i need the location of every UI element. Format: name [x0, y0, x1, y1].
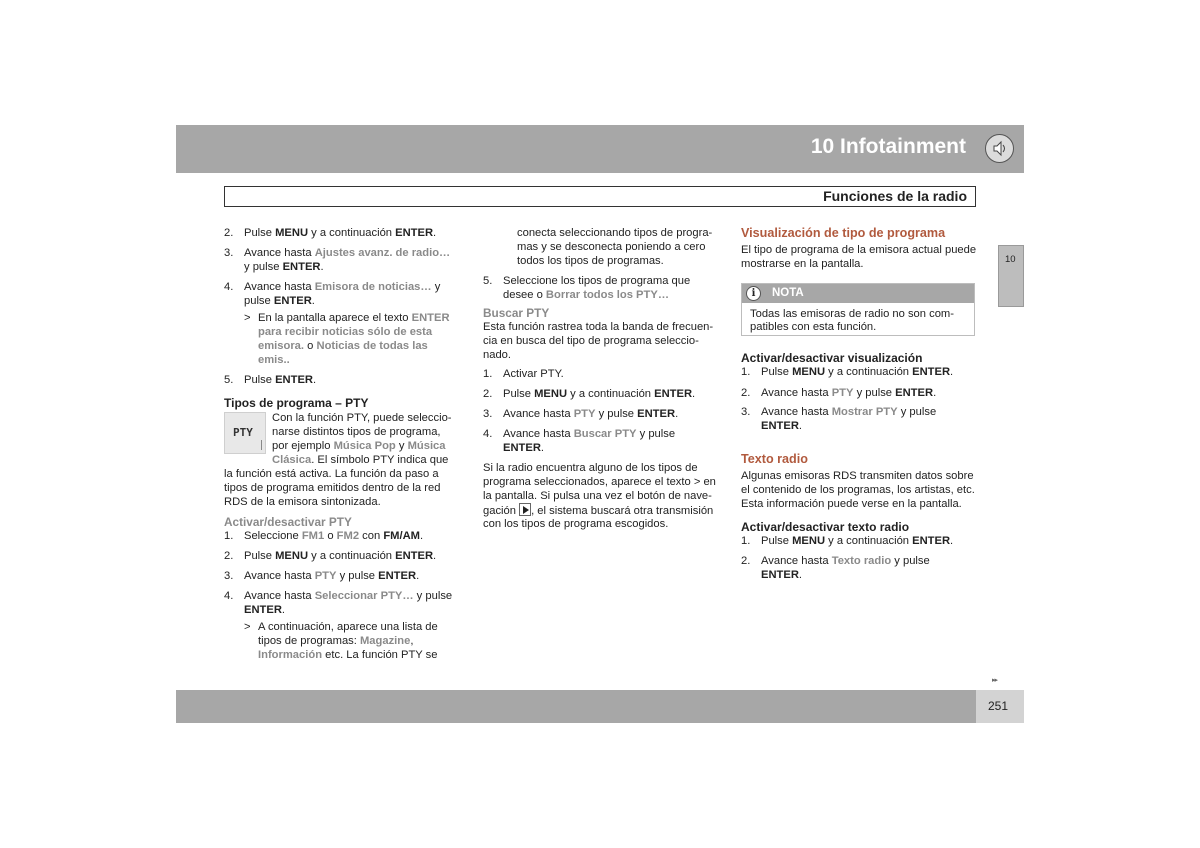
key-label: MENU — [792, 535, 826, 547]
list-item-continued — [244, 603, 285, 617]
text: . — [692, 388, 696, 400]
text: . — [798, 420, 803, 432]
text: Pulse — [503, 388, 535, 400]
list-item — [224, 226, 437, 240]
paragraph-line: Esta función rastrea toda la banda de frecuen- — [483, 321, 714, 333]
list-number: 2. — [224, 550, 234, 562]
list-number: 1. — [741, 535, 751, 547]
display-text: emisora. — [258, 340, 305, 352]
text: y pulse — [636, 428, 676, 440]
text: . — [311, 295, 315, 307]
paragraph-line — [272, 439, 446, 453]
text: . — [675, 408, 679, 420]
paragraph-line — [483, 503, 713, 518]
menu-option: Emisora de noticias… — [314, 281, 432, 293]
text: y pulse — [853, 387, 896, 399]
text: . — [950, 366, 954, 378]
display-text: emis.. — [258, 354, 290, 366]
list-item-continued — [503, 441, 544, 455]
text: y pulse — [897, 406, 937, 418]
subheading-buscar-pty: Buscar PTY — [483, 306, 550, 320]
text: o — [324, 530, 337, 542]
text: y pulse — [413, 590, 453, 602]
text: y pulse — [891, 555, 930, 567]
text: . — [798, 569, 803, 581]
list-item — [483, 407, 679, 421]
text: Avance hasta — [761, 387, 832, 399]
display-text: Noticias de todas las — [316, 340, 428, 352]
key-label: ENTER — [637, 408, 676, 420]
key-label: MENU — [275, 227, 309, 239]
list-number: 3. — [224, 570, 234, 582]
key-label: ENTER — [275, 374, 314, 386]
paragraph-line: programa seleccionados, aparece el texto > en — [483, 476, 716, 488]
result-marker: > — [244, 621, 251, 633]
text: o — [304, 340, 317, 352]
paragraph-line: mas y se desconecta poniendo a cero — [517, 241, 706, 253]
menu-option: Ajustes avanz. de radio… — [314, 247, 451, 259]
list-item — [224, 280, 441, 294]
heading-texto-radio: Texto radio — [741, 452, 808, 466]
text: desee o — [503, 289, 546, 301]
list-item-continued — [761, 419, 802, 433]
text: En la pantalla aparece el texto — [258, 312, 412, 324]
text: . — [419, 530, 424, 542]
key-label: ENTER — [282, 261, 321, 273]
paragraph-line: mostrarse en la pantalla. — [741, 258, 864, 270]
section-header — [224, 186, 976, 207]
paragraph-line: la función está activa. La función da paso a — [224, 468, 439, 480]
text: , — [410, 635, 414, 647]
paragraph-line: cia en busca del tipo de programa seleccio- — [483, 335, 699, 347]
result-note — [244, 620, 438, 634]
text: y — [395, 440, 408, 452]
text: con — [359, 530, 384, 542]
note-text: patibles con esta función. — [750, 321, 877, 333]
list-item — [741, 365, 954, 379]
text: y a continuación — [825, 366, 913, 378]
text: Avance hasta — [503, 408, 574, 420]
menu-option: PTY — [314, 570, 337, 582]
play-button-icon — [519, 503, 531, 516]
list-number: 2. — [224, 227, 234, 239]
text: Avance hasta — [503, 428, 574, 440]
text: Pulse — [761, 535, 793, 547]
list-item — [483, 274, 691, 288]
key-label: ENTER — [654, 388, 693, 400]
program-type: Clásica — [272, 454, 312, 466]
menu-option: Buscar PTY — [573, 428, 637, 440]
heading-pty: Tipos de programa – PTY — [224, 396, 369, 410]
text: tipos de programas: — [258, 635, 360, 647]
list-item — [224, 569, 420, 583]
list-item — [224, 529, 424, 543]
list-item — [224, 549, 437, 563]
text: y a continuación — [308, 227, 396, 239]
list-number: 2. — [483, 388, 493, 400]
text: y a continuación — [825, 535, 913, 547]
text: Seleccione los tipos de programa que — [503, 275, 691, 287]
key-label: ENTER — [378, 570, 417, 582]
speaker-icon — [985, 134, 1014, 163]
list-item — [224, 373, 317, 387]
menu-option: Borrar todos los PTY… — [545, 289, 670, 301]
paragraph-line: todos los tipos de programas. — [517, 255, 664, 267]
display-text: ENTER — [411, 312, 450, 324]
text: . — [933, 387, 937, 399]
section-title: Funciones de la radio — [823, 188, 967, 204]
note-header — [742, 284, 974, 303]
text: Seleccione — [244, 530, 302, 542]
text: y a continuación — [308, 550, 396, 562]
menu-option: PTY — [831, 387, 854, 399]
list-number: 4. — [224, 590, 234, 602]
chapter-title: 10 Infotainment — [810, 135, 966, 158]
list-number: 4. — [224, 281, 234, 293]
result-note-line — [258, 634, 413, 648]
paragraph-line: tipos de programa emitidos dentro de la red — [224, 482, 441, 494]
paragraph-line: conecta seleccionando tipos de progra- — [517, 227, 713, 239]
list-item — [741, 386, 937, 400]
menu-option: FM1 — [301, 530, 325, 542]
page-number: 251 — [988, 699, 1009, 713]
menu-option: Mostrar PTY — [831, 406, 898, 418]
text: Activar PTY. — [503, 368, 564, 380]
result-note-line — [258, 339, 428, 353]
list-number: 1. — [224, 530, 234, 542]
text: pulse — [244, 295, 274, 307]
list-item — [483, 387, 696, 401]
side-tab-label: 10 — [1005, 254, 1016, 265]
result-marker: > — [244, 312, 251, 324]
text: . — [416, 570, 420, 582]
info-icon: i — [746, 286, 761, 301]
list-number: 4. — [483, 428, 493, 440]
chapter-side-tab[interactable] — [998, 245, 1024, 307]
list-number: 5. — [224, 374, 234, 386]
key-label: ENTER — [895, 387, 934, 399]
menu-option: FM2 — [336, 530, 360, 542]
text: . — [433, 550, 437, 562]
menu-option: Seleccionar PTY… — [314, 590, 414, 602]
text: A continuación, aparece una lista de — [258, 621, 438, 633]
key-label: FM/AM — [383, 530, 420, 542]
key-label: MENU — [792, 366, 826, 378]
text: . — [540, 442, 545, 454]
text: Pulse — [761, 366, 793, 378]
key-label: ENTER — [503, 442, 541, 454]
text: y pulse — [336, 570, 379, 582]
text: . — [950, 535, 954, 547]
list-item — [224, 589, 453, 603]
paragraph-line: Con la función PTY, puede seleccio- — [272, 412, 452, 424]
list-item-continued — [503, 288, 669, 302]
result-note — [244, 311, 450, 325]
list-number: 1. — [741, 366, 751, 378]
text: Pulse — [244, 227, 276, 239]
pty-icon — [224, 412, 266, 454]
paragraph-line: Esta información puede verse en la pantalla. — [741, 498, 962, 510]
paragraph-line: RDS de la emisora sintonizada. — [224, 496, 381, 508]
key-label: ENTER — [912, 535, 951, 547]
key-label: MENU — [275, 550, 309, 562]
key-label: ENTER — [395, 550, 434, 562]
text: por ejemplo — [272, 440, 334, 452]
list-number: 3. — [741, 406, 751, 418]
key-label: ENTER — [761, 420, 799, 432]
text: gación — [483, 505, 520, 517]
note-box — [741, 283, 975, 336]
key-label: ENTER — [395, 227, 434, 239]
menu-option: Texto radio — [831, 555, 892, 567]
list-number: 1. — [483, 368, 493, 380]
paragraph-line: Si la radio encuentra alguno de los tipos de — [483, 462, 698, 474]
list-item — [483, 367, 564, 381]
program-type: Magazine — [359, 635, 411, 647]
text: y pulse — [595, 408, 638, 420]
text: Avance hasta — [244, 590, 315, 602]
display-text: para recibir noticias sólo de esta — [258, 326, 433, 338]
program-type: Música Pop — [333, 440, 396, 452]
list-number: 5. — [483, 275, 493, 287]
text: Pulse — [244, 550, 276, 562]
heading-activar-texto-radio: Activar/desactivar texto radio — [741, 520, 910, 534]
text: y a continuación — [567, 388, 655, 400]
continue-arrows-icon: ▸▸ — [992, 677, 998, 684]
key-label: ENTER — [273, 295, 312, 307]
footer-bar — [176, 690, 976, 723]
heading-visualizacion: Visualización de tipo de programa — [741, 226, 946, 240]
paragraph-line: la pantalla. Si pulsa una vez el botón de nave- — [483, 490, 712, 502]
paragraph-line: el contenido de los programas, los artistas, etc. — [741, 484, 975, 496]
list-item — [224, 246, 451, 260]
key-label: ENTER — [912, 366, 951, 378]
note-label: NOTA — [772, 287, 804, 299]
paragraph-line: nado. — [483, 349, 511, 361]
paragraph-line: Algunas emisoras RDS transmiten datos sobre — [741, 470, 974, 482]
text: . — [281, 604, 286, 616]
text: Pulse — [244, 374, 276, 386]
paragraph-line: narse distintos tipos de programa, — [272, 426, 441, 438]
heading-activar-visualizacion: Activar/desactivar visualización — [741, 351, 923, 365]
list-number: 3. — [483, 408, 493, 420]
pty-icon-label: PTY — [233, 426, 253, 439]
text: Avance hasta — [761, 406, 832, 418]
text: . — [313, 374, 317, 386]
text: etc. La función PTY se — [322, 649, 438, 661]
list-item — [741, 405, 937, 419]
list-number: 3. — [224, 247, 234, 259]
list-item — [741, 554, 930, 568]
paragraph-line — [272, 453, 448, 467]
paragraph-line: con los tipos de programa escogidos. — [483, 518, 669, 530]
text: Avance hasta — [244, 281, 315, 293]
page-number-box — [976, 690, 1024, 723]
chapter-header-bar — [176, 125, 1024, 173]
text: Avance hasta — [244, 247, 315, 259]
paragraph-line: El tipo de programa de la emisora actual puede — [741, 244, 977, 256]
key-label: MENU — [534, 388, 568, 400]
menu-option: PTY — [573, 408, 596, 420]
list-item — [483, 427, 676, 441]
program-type: Información — [258, 649, 323, 661]
key-label: ENTER — [761, 569, 799, 581]
text: . El símbolo PTY indica que — [311, 454, 449, 466]
text: Avance hasta — [244, 570, 315, 582]
text: . — [433, 227, 437, 239]
text: y pulse — [244, 261, 283, 273]
list-item — [741, 534, 954, 548]
text: y — [431, 281, 441, 293]
list-number: 2. — [741, 555, 751, 567]
text: . — [320, 261, 324, 273]
key-label: ENTER — [244, 604, 282, 616]
list-item-continued — [244, 260, 324, 274]
text: Avance hasta — [761, 555, 832, 567]
list-item-continued — [761, 568, 802, 582]
result-note-line — [258, 648, 438, 662]
subheading-activate-pty: Activar/desactivar PTY — [224, 515, 352, 529]
note-text: Todas las emisoras de radio no son com- — [750, 308, 954, 320]
text: , el sistema buscará otra transmisión — [531, 505, 714, 517]
list-number: 2. — [741, 387, 751, 399]
list-item-continued — [244, 294, 315, 308]
program-type: Música — [407, 440, 446, 452]
